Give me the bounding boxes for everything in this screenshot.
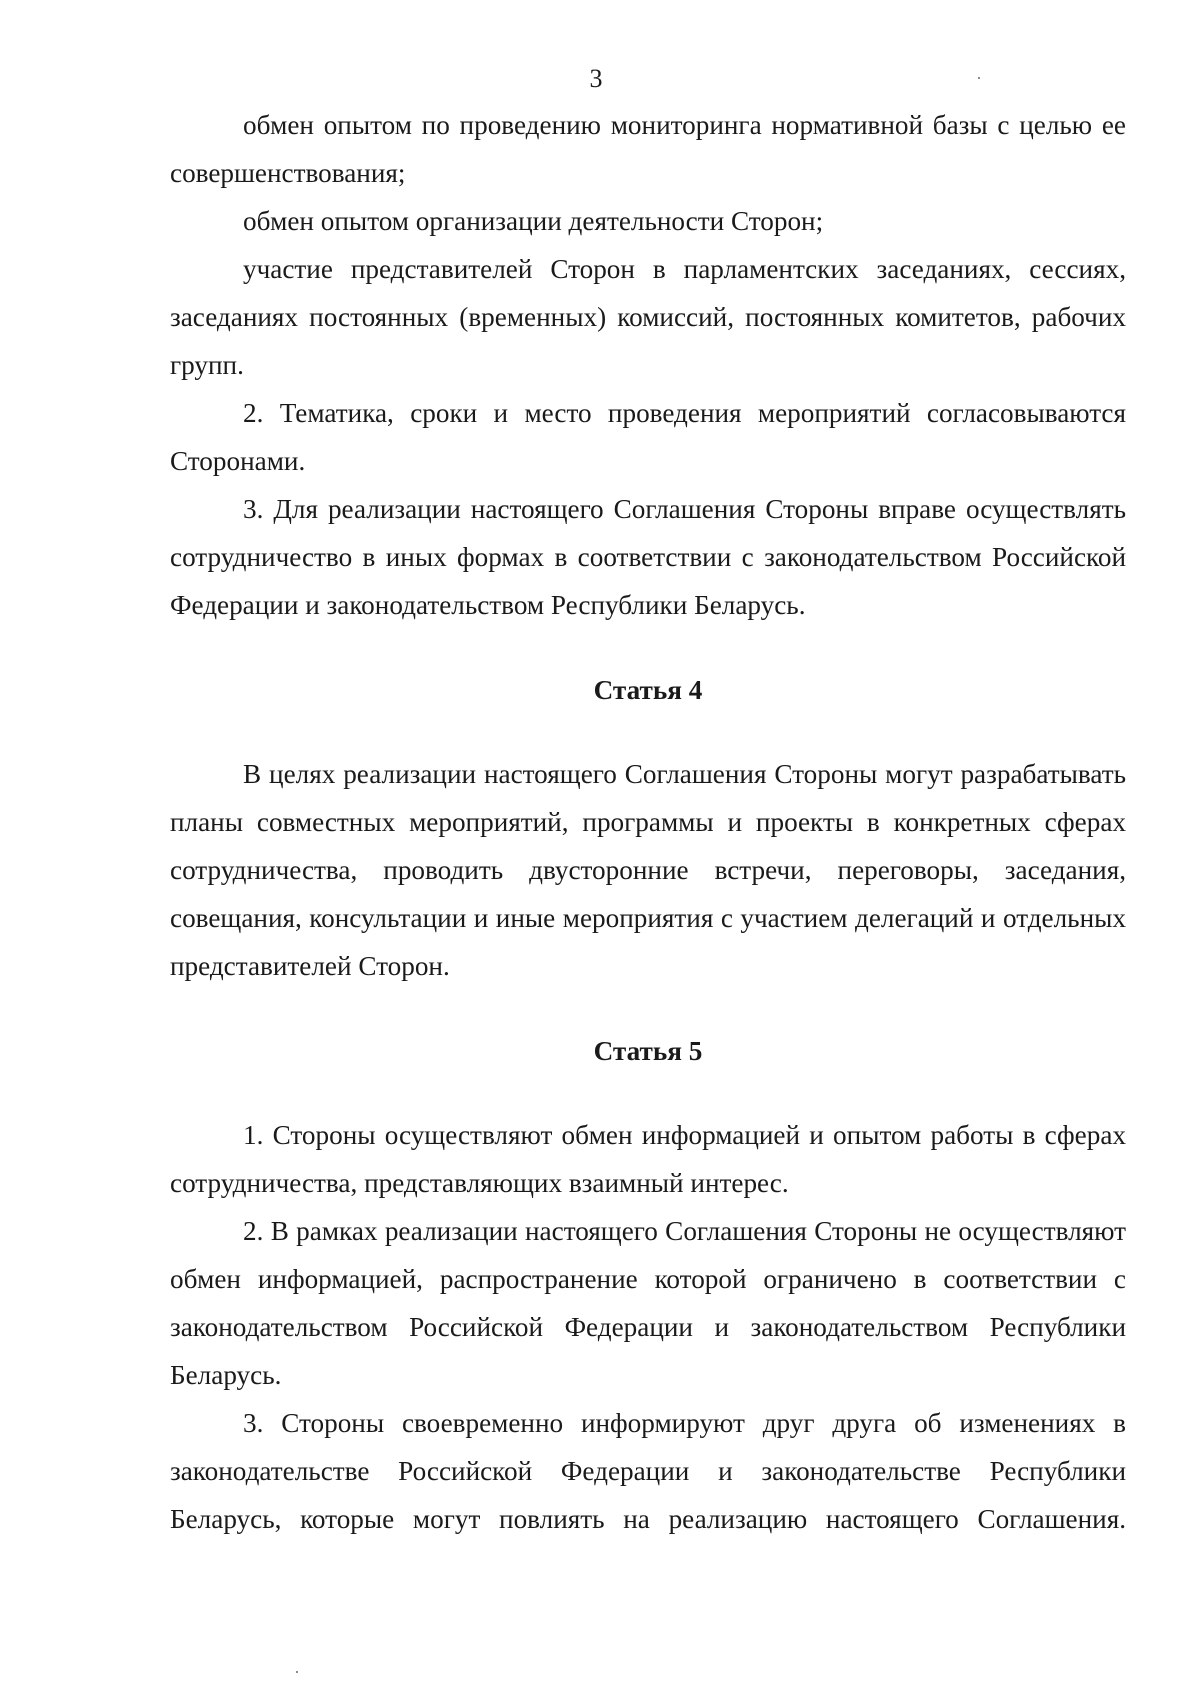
paragraph-monitoring-exchange: обмен опытом по проведению мониторинга нормативной базы с целью ее совершенствования;	[170, 110, 1126, 188]
document-body	[170, 101, 1126, 1543]
article-4-paragraph: В целях реализации настоящего Соглашения Стороны могут разрабатывать планы совместных мероприятий, программы и проекты в конкретных сферах сотрудничества, проводить двусторонние встречи, переговоры, заседания, совещания, консультации и иные мероприятия с участием делегаций и отдельных представителей Сторон.	[170, 759, 1126, 981]
scan-speck	[296, 1671, 298, 1673]
article-4-heading: Статья 4	[593, 675, 703, 705]
scan-speck	[978, 77, 980, 79]
paragraph-organization-exchange: обмен опытом организации деятельности Сторон;	[243, 206, 824, 236]
paragraph-item-3-other-forms: 3. Для реализации настоящего Соглашения Стороны вправе осуществлять сотрудничество в иных формах в соответствии с законодательством Российской Федерации и законодательством Республики Беларусь.	[170, 494, 1126, 620]
article-5-item-1: 1. Стороны осуществляют обмен информацией и опытом работы в сферах сотрудничества, представляющих взаимный интерес.	[170, 1120, 1126, 1198]
article-5-item-3: 3. Стороны своевременно информируют друг друга об изменениях в законодательстве Российской Федерации и законодательстве Республики Беларусь, которые могут повлиять на реализацию настоящего Соглашения.	[170, 1408, 1126, 1534]
paragraph-participation: участие представителей Сторон в парламентских заседаниях, сессиях, заседаниях постоянных (временных) комиссий, постоянных комитетов, рабочих групп.	[170, 254, 1126, 380]
article-5-item-2: 2. В рамках реализации настоящего Соглашения Стороны не осуществляют обмен информацией, распространение которой ограничено в соответствии с законодательством Российской Федерации и законодательством Республики Беларусь.	[170, 1216, 1126, 1390]
paragraph-item-2-topics: 2. Тематика, сроки и место проведения мероприятий согласовываются Сторонами.	[170, 398, 1126, 476]
page-number: 3	[589, 64, 603, 93]
article-5-heading: Статья 5	[593, 1036, 703, 1066]
